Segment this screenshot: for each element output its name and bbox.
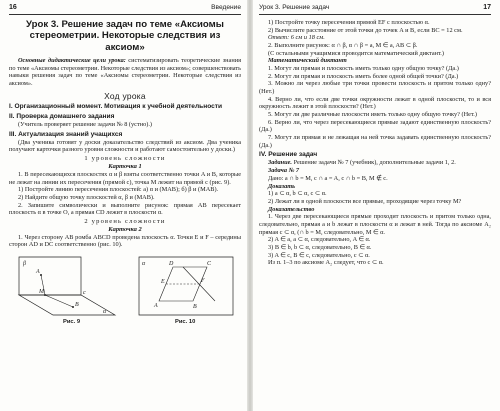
dictation-q6: 6. Верно ли, что через пересекающиеся прямые задают единственную плоскость? (Да.) [259,118,491,134]
level-2-heading: 2 уровень сложности [84,217,166,225]
card-2-task-1: 1. Через сторону AB ромба ABCD проведена плоскость α. Точки E и F – середины сторон AD и DC соответственно (рис. 10). [9,233,241,249]
prove-item-1: 1) a ⊂ α, b ⊂ α, c ⊂ α. [268,190,327,198]
section-2-text: (Учитель проверяет решение задачи № 8 (устно).) [18,120,153,128]
figure-9-diagram [11,251,123,321]
fig10-label-a: A [154,303,158,310]
task-label: Задание. [268,159,292,167]
lesson-title: Урок 3. Решение задач по теме «Аксиомы стереометрии. Некоторые следствия из аксиом» [26,19,224,53]
fig10-label-d: D [169,261,174,268]
problem-given: Дано: a ∩ b = M, c ∩ a = A, c ∩ b = B, M ∉ c. [268,174,388,182]
right-running-header [259,4,491,15]
dictation-q7: 7. Могут ли прямая и не лежащая на ней точка задавать единственную плоскость? (Да.) [259,134,491,149]
dictation-q1: 1. Могут ли прямая и плоскость иметь только одну общую точку? (Да.) [268,65,459,73]
fig10-label-alpha: α [142,261,146,268]
fig9-plane-alpha [19,295,115,315]
card-1-heading: Карточка 1 [108,162,142,170]
dictation-q2: 2. Могут ли прямая и плоскость иметь более одной общей точки? (Да.) [268,72,459,80]
course-heading: Ход урока [104,90,146,101]
left-page [0,0,247,411]
goals-label: Основные дидактические цели урока: [18,56,126,64]
fig9-point-m [44,294,46,296]
figures-row [9,251,241,327]
fig10-label-e: E [161,279,165,286]
section-1-heading: I. Организационный момент. Мотивация к учебной деятельности [9,102,223,110]
proof-heading: Доказательство [268,205,315,213]
fig9-plane-beta [19,257,81,295]
fig9-label-beta: β [23,261,26,268]
dictation-q5: 5. Могут ли две различные плоскости иметь только одну общую точку? (Нет.) [268,111,477,119]
section-3-heading: III. Актуализация знаний учащихся [9,130,123,138]
dictation-note: (С остальными учащимися проводится математический диктант.) [268,49,444,57]
card-2-heading: Карточка 2 [108,225,142,233]
right-page-number: 17 [483,4,491,11]
left-running-header [9,4,241,15]
figure-10-caption: Рис. 10 [175,319,196,326]
section-2-heading: II. Проверка домашнего задания [9,112,115,120]
figure-9-caption: Рис. 9 [63,319,81,326]
problem-heading: Задача № 7 [268,167,300,175]
section-4-heading: IV. Решение задач [259,151,318,159]
fig9-label-a: A [36,269,40,276]
task-text: Решение задачи № 7 (учебник), дополнительные задачи 1, 2. [292,159,456,167]
fig10-label-c: C [207,261,212,268]
fig9-label-c: c [83,290,86,297]
fig9-line-mb [45,295,73,307]
proof-step-4: 3) A ∈ c, B ∈ c, следовательно, c ⊂ α. [268,251,370,259]
proof-conclusion: Из п. 1–3 по аксиоме A₂ следует, что c ⊂ α. [268,259,384,267]
left-running-title: Введение [211,4,241,11]
section-3-text: (Два ученика готовят у доски доказательство следствий из аксиом. Два ученика получают карточки разного уровня сложности и работают самостоятельно у доски.) [9,138,241,154]
card-1-task-1: 1. В пересекающихся плоскостях α и β взяты соответственно точки A и B, которые не лежат на линии их пересечения (прямой c), точка M лежит на прямой c (рис. 9). [9,170,241,186]
task-assignment [259,159,491,167]
card-1-task-1b: 2) Найдите общую точку плоскостей α, β и (MAB). [18,193,155,201]
dictation-q3: 3. Можно ли через любые три точки провести плоскость и притом только одну? (Нет.) [259,80,491,96]
right-running-title: Урок 3. Решение задач [259,4,330,11]
proof-step-1: 1. Через две пересекающиеся прямые проходит плоскость и притом только одна, следовательно, прямая a и b лежат в плоскости α и лежат в ней. Тогда по аксиоме A₂ прямая c ⊂ α, (∩ b = M, следовательно, M ∈ α. [259,213,491,236]
card-2-step-1: 1) Постройте точку пересечения прямой EF с плоскостью α. [268,19,430,27]
goals-text: систематизировать теоретические знания по теме «Аксиомы стереометрии. Некоторые следствия из аксиом»; совершенствовать навыки решения задач по теме «Аксиомы стереометрии. Некоторые следствия из аксиом». [9,56,241,87]
fig10-label-b: B [193,304,197,311]
card-1-task-2: 2. Запишите символически и выполните рисунок: прямая AB пересекает плоскость α в точке O, а прямая CD лежит в плоскости α. [9,201,241,217]
fig10-label-f: F [201,278,205,285]
right-page [253,0,500,411]
prove-heading: Доказать [268,182,296,190]
card-1-task-1a: 1) Постройте линию пересечения плоскостей: а) α и (MAB); б) β и (MAB). [18,186,219,194]
fig9-label-m: M [39,289,44,296]
fig9-label-b: B [75,302,79,309]
lesson-goals [9,57,241,88]
fig9-label-alpha: α [103,309,107,316]
card-2-step-2: 2) Вычислите расстояние от этой точки до точек A и B, если BC = 12 см. [268,26,463,34]
left-page-number: 16 [9,4,17,11]
proof-step-2: 2) A ∈ a, a ⊂ α, следовательно, A ∈ α. [268,236,371,244]
level-1-heading: 1 уровень сложности [84,155,166,163]
fig9-point-b [72,306,74,308]
dictation-q4: 4. Верно ли, что если две точки окружности лежат в одной плоскости, то и вся окружность лежит в этой плоскости? (Нет.) [259,95,491,111]
proof-step-3: 3) B ∈ b, b ⊂ α, следовательно, B ∈ α. [268,243,372,251]
fig9-point-a [40,274,42,276]
dictation-heading: Математический диктант [268,57,347,65]
card-2-task-2: 2. Выполните рисунок: α ∩ β, α ∩ β = a, M ∈ a, AB ⊂ β. [268,42,418,50]
figure-10-diagram [133,251,241,321]
card-2-answer: Ответ: 6 см и 18 см. [268,34,325,42]
prove-item-2: 2) Лежат ли в одной плоскости все прямые, проходящие через точку M? [268,197,462,205]
